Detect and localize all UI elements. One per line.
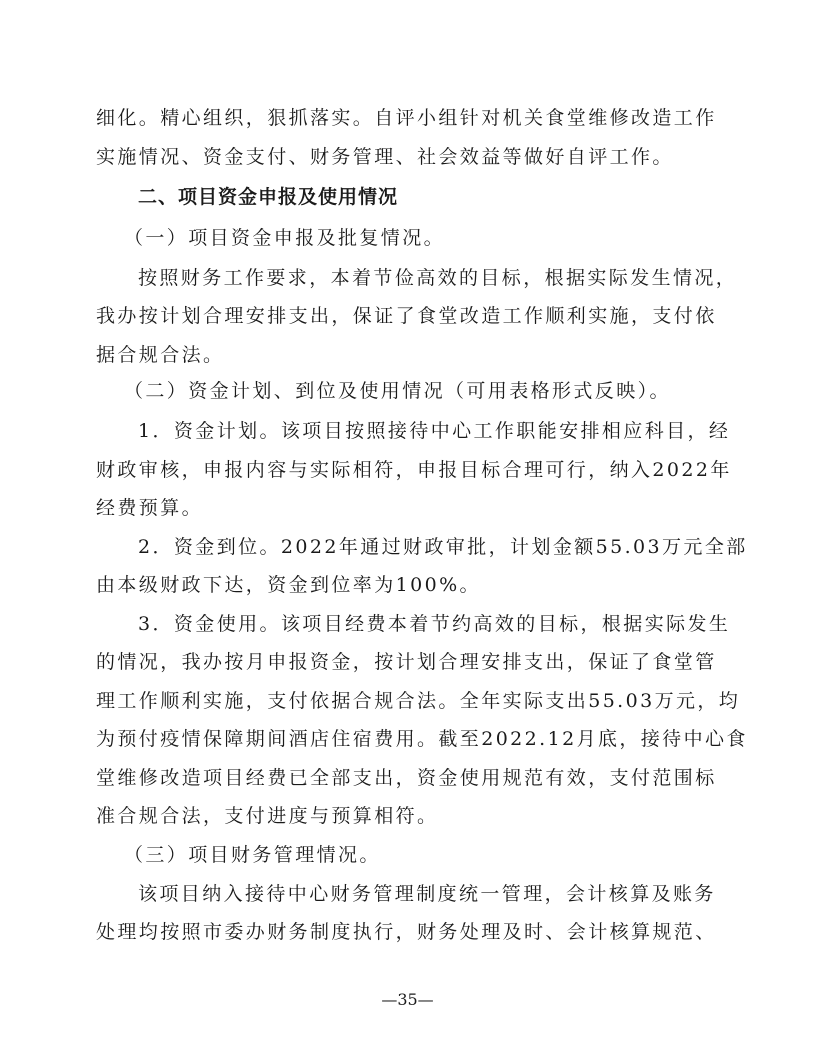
paragraph-line: 我办按计划合理安排支出，保证了食堂改造工作顺利实施，支付依: [96, 305, 717, 327]
paragraph-line: 财政审核，申报内容与实际相符，申报目标合理可行，纳入2022年: [96, 459, 732, 481]
paragraph-line: 准合规合法，支付进度与预算相符。: [96, 805, 439, 827]
paragraph-line: 堂维修改造项目经费已全部支出，资金使用规范有效，支付范围标: [96, 767, 717, 789]
subsection-heading: （二）资金计划、到位及使用情况（可用表格形式反映）。: [124, 380, 671, 402]
paragraph-line: 处理均按照市委办财务制度执行，财务处理及时、会计核算规范、: [96, 921, 717, 943]
paragraph-line: 细化。精心组织，狠抓落实。自评小组针对机关食堂维修改造工作: [96, 107, 717, 129]
section-heading: 二、项目资金申报及使用情况: [138, 186, 399, 208]
paragraph-line: 1．资金计划。该项目按照接待中心工作职能安排相应科目，经: [138, 420, 731, 442]
paragraph-line: 为预付疫情保障期间酒店住宿费用。截至2022.12月底，接待中心食: [96, 728, 748, 750]
paragraph-line: 3．资金使用。该项目经费本着节约高效的目标，根据实际发生: [138, 613, 731, 635]
paragraph-line: 经费预算。: [96, 497, 204, 519]
paragraph-line: 实施情况、资金支付、财务管理、社会效益等做好自评工作。: [96, 146, 674, 168]
paragraph-line: 的情况，我办按月申报资金，按计划合理安排支出，保证了食堂管: [96, 651, 717, 673]
paragraph-line: 理工作顺利实施，支付依据合规合法。全年实际支出55.03万元，均: [96, 690, 741, 712]
paragraph-line: 据合规合法。: [96, 344, 225, 366]
page-number: —35—: [381, 990, 434, 1009]
subsection-heading: （三）项目财务管理情况。: [124, 844, 381, 866]
paragraph-line: 由本级财政下达，资金到位率为100%。: [96, 574, 481, 596]
paragraph-line: 按照财务工作要求，本着节俭高效的目标，根据实际发生情况，: [138, 267, 738, 289]
paragraph-line: 2．资金到位。2022年通过财政审批，计划金额55.03万元全部: [138, 536, 748, 558]
paragraph-line: 该项目纳入接待中心财务管理制度统一管理，会计核算及账务: [138, 883, 716, 905]
subsection-heading: （一）项目资金申报及批复情况。: [124, 227, 446, 249]
